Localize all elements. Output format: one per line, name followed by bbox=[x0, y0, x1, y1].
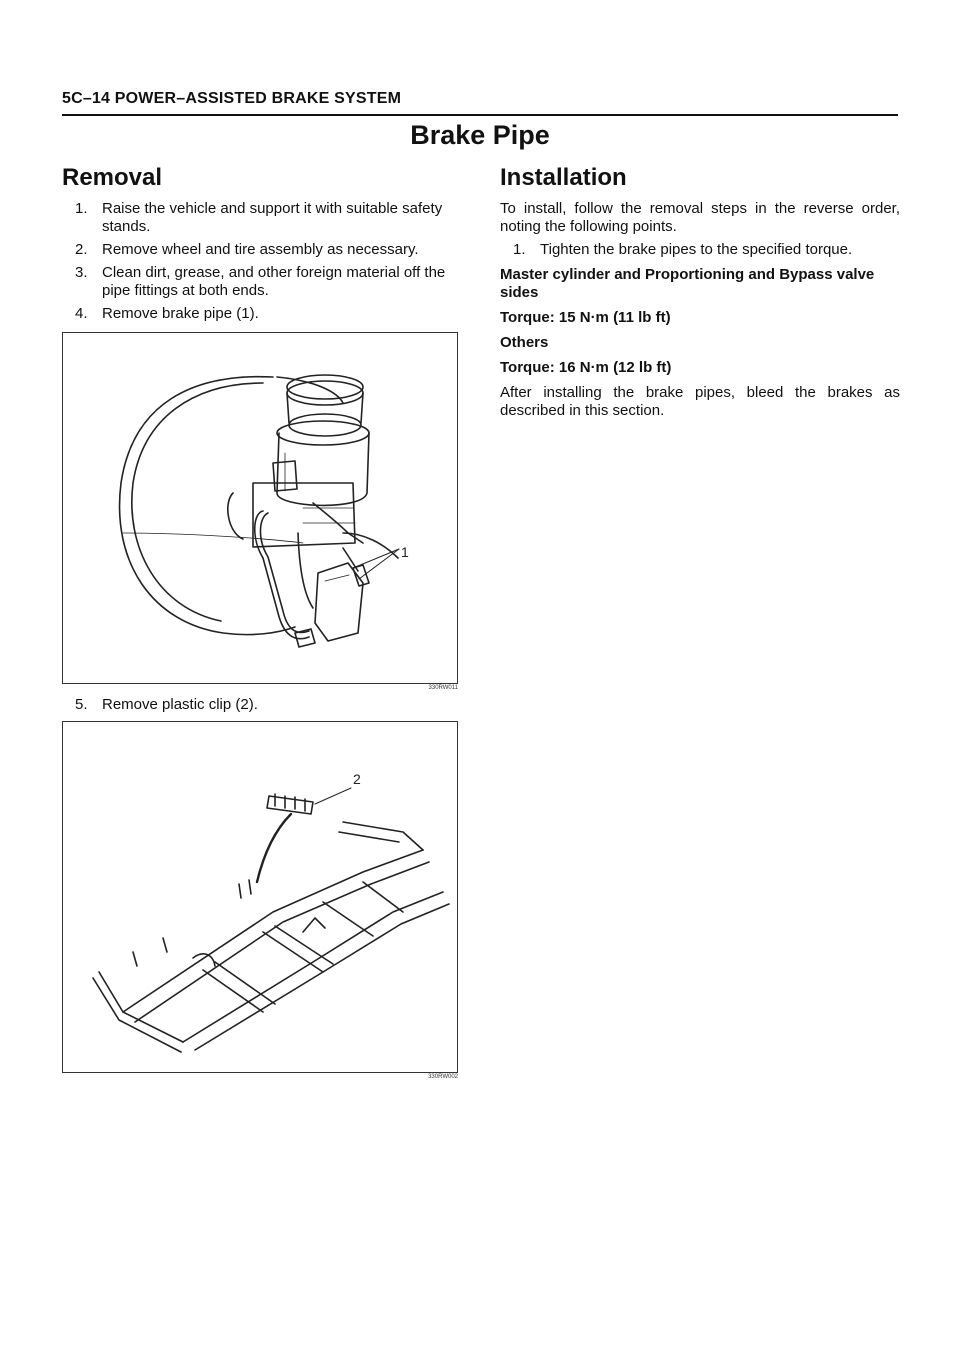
figure-frame-clip bbox=[62, 721, 458, 1073]
header-rule bbox=[62, 114, 898, 116]
installation-column bbox=[500, 162, 900, 420]
figure-master-cylinder bbox=[62, 332, 458, 684]
installation-intro: To install, follow the removal steps in the reverse order, noting the following points. bbox=[500, 200, 900, 235]
spec-2-label: Others bbox=[500, 334, 549, 351]
installation-steps bbox=[500, 241, 900, 259]
figure-code-1: 330RW011 bbox=[428, 685, 458, 691]
spec-1-label: Master cylinder and Proportioning and Bypass valve sides bbox=[500, 266, 875, 301]
master-cylinder-illustration bbox=[63, 333, 457, 683]
removal-heading: Removal bbox=[62, 164, 163, 191]
removal-step-1: 1. Raise the vehicle and support it with suitable safety stands. bbox=[75, 200, 443, 235]
spec-1-torque: Torque: 15 N·m (11 lb ft) bbox=[500, 309, 671, 326]
page-title: Brake Pipe bbox=[410, 120, 550, 150]
removal-steps bbox=[62, 200, 462, 323]
spec-2-torque: Torque: 16 N·m (12 lb ft) bbox=[500, 359, 672, 376]
installation-heading: Installation bbox=[500, 164, 627, 191]
callout-1: 1 bbox=[401, 544, 409, 560]
frame-clip-illustration bbox=[63, 722, 457, 1072]
removal-steps-cont bbox=[62, 696, 462, 714]
removal-step-4: 4. Remove brake pipe (1). bbox=[75, 305, 259, 322]
removal-column bbox=[62, 162, 462, 1080]
removal-step-5: 5. Remove plastic clip (2). bbox=[75, 696, 258, 713]
installation-closing: After installing the brake pipes, bleed the brakes as described in this section. bbox=[500, 384, 900, 419]
callout-2: 2 bbox=[353, 771, 361, 787]
figure-code-2: 330RW002 bbox=[428, 1074, 458, 1080]
page-header: 5C–14 POWER–ASSISTED BRAKE SYSTEM bbox=[62, 90, 402, 107]
removal-step-3: 3. Clean dirt, grease, and other foreign material off the pipe fittings at both ends. bbox=[75, 264, 446, 299]
removal-step-2: 2. Remove wheel and tire assembly as necessary. bbox=[75, 241, 419, 258]
installation-step-1: 1. Tighten the brake pipes to the specified torque. bbox=[513, 241, 853, 258]
